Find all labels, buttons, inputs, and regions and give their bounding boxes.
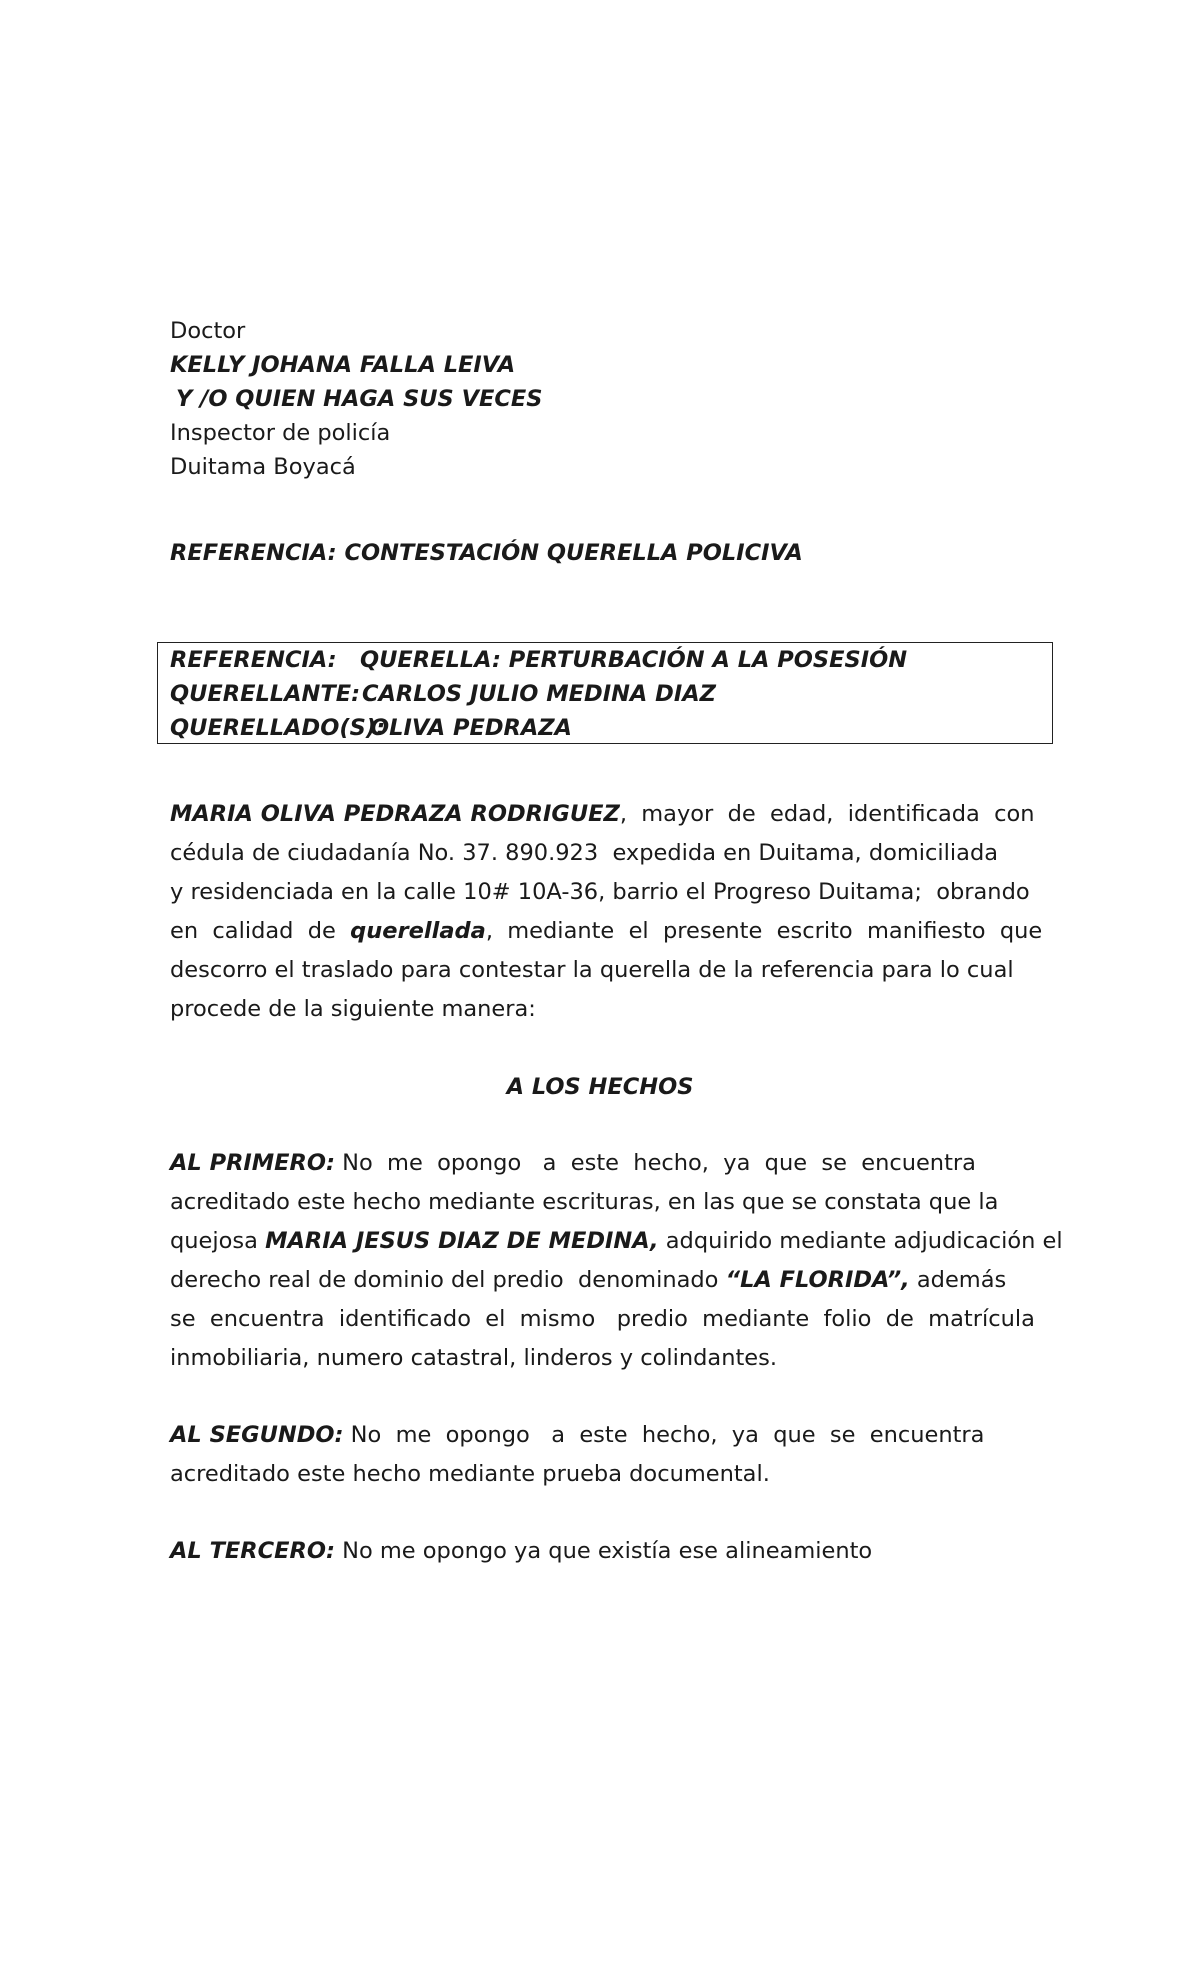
fact-label: AL SEGUNDO: [170,1422,344,1448]
defendant-full-name: MARIA OLIVA PEDRAZA RODRIGUEZ [170,801,620,827]
defendant-row [170,711,572,745]
intro-line: y residenciada en la calle 10# 10A-36, barrio el Progreso Duitama; obrando [170,879,1030,905]
fact-line-text: No me opongo ya que existía ese alineamiento [334,1538,873,1564]
fact-label: AL PRIMERO: [170,1150,335,1176]
fact-line-text: No me opongo a este hecho, ya que se encuentra [343,1422,985,1448]
role-querellada: querellada [350,918,486,944]
fact-line [170,1222,1063,1261]
recipient-name: KELLY JOHANA FALLA LEIVA [170,352,516,378]
intro-paragraph [170,795,1044,1029]
fact-line: se encuentra identificado el mismo predio mediante folio de matrícula [170,1306,1035,1332]
defendant-value: OLIVA PEDRAZA [370,715,572,741]
intro-line-text: en calidad de [170,918,336,944]
recipient-alt: Y /O QUIEN HAGA SUS VECES [176,386,543,412]
fact-line-text: adquirido mediante adjudicación el [658,1228,1063,1254]
plaintiff-value: CARLOS JULIO MEDINA DIAZ [362,681,716,707]
reference-row [170,643,908,677]
intro-line [170,795,1044,834]
fact-line: inmobiliaria, numero catastral, linderos y colindantes. [170,1345,777,1371]
reference-box [157,642,1053,744]
property-name: “LA FLORIDA”, [725,1267,910,1293]
fact-line-text: quejosa [170,1228,266,1254]
defendant-label: QUERELLADO(S): [170,715,386,741]
recipient-role: Inspector de policía [170,420,391,446]
reference-label: REFERENCIA: [170,647,337,673]
fact-line [170,1261,1044,1300]
fact-label: AL TERCERO: [170,1538,335,1564]
fact-line-text: además [909,1267,1007,1293]
intro-line [170,912,1044,951]
complainant-name: MARIA JESUS DIAZ DE MEDINA, [265,1228,659,1254]
intro-line-text: , mediante el presente escrito manifiesto que [485,918,1043,944]
fact-line: acreditado este hecho mediante prueba documental. [170,1461,770,1487]
fact-line-text: No me opongo a este hecho, ya que se encuentra [334,1150,976,1176]
intro-line: procede de la siguiente manera: [170,996,536,1022]
fact-segundo [170,1416,1044,1494]
fact-line-text: derecho real de dominio del predio denominado [170,1267,726,1293]
plaintiff-row [170,677,716,711]
section-heading: A LOS HECHOS [506,1074,694,1100]
recipient-city: Duitama Boyacá [170,454,356,480]
fact-line [170,1416,1044,1455]
salutation: Doctor [170,318,246,344]
intro-line: cédula de ciudadanía No. 37. 890.923 expedida en Duitama, domiciliada [170,840,999,866]
reference-value: QUERELLA: PERTURBACIÓN A LA POSESIÓN [360,647,908,673]
intro-line-text: , mayor de edad, identificada con [619,801,1035,827]
main-reference: REFERENCIA: CONTESTACIÓN QUERELLA POLICIVA [170,540,803,566]
intro-line: descorro el traslado para contestar la querella de la referencia para lo cual [170,957,1014,983]
fact-tercero [170,1532,1044,1571]
plaintiff-label: QUERELLANTE: [170,681,361,707]
fact-line: acreditado este hecho mediante escrituras, en las que se constata que la [170,1189,999,1215]
fact-line [170,1144,1044,1183]
fact-primero [170,1144,1063,1378]
fact-line [170,1532,1044,1571]
